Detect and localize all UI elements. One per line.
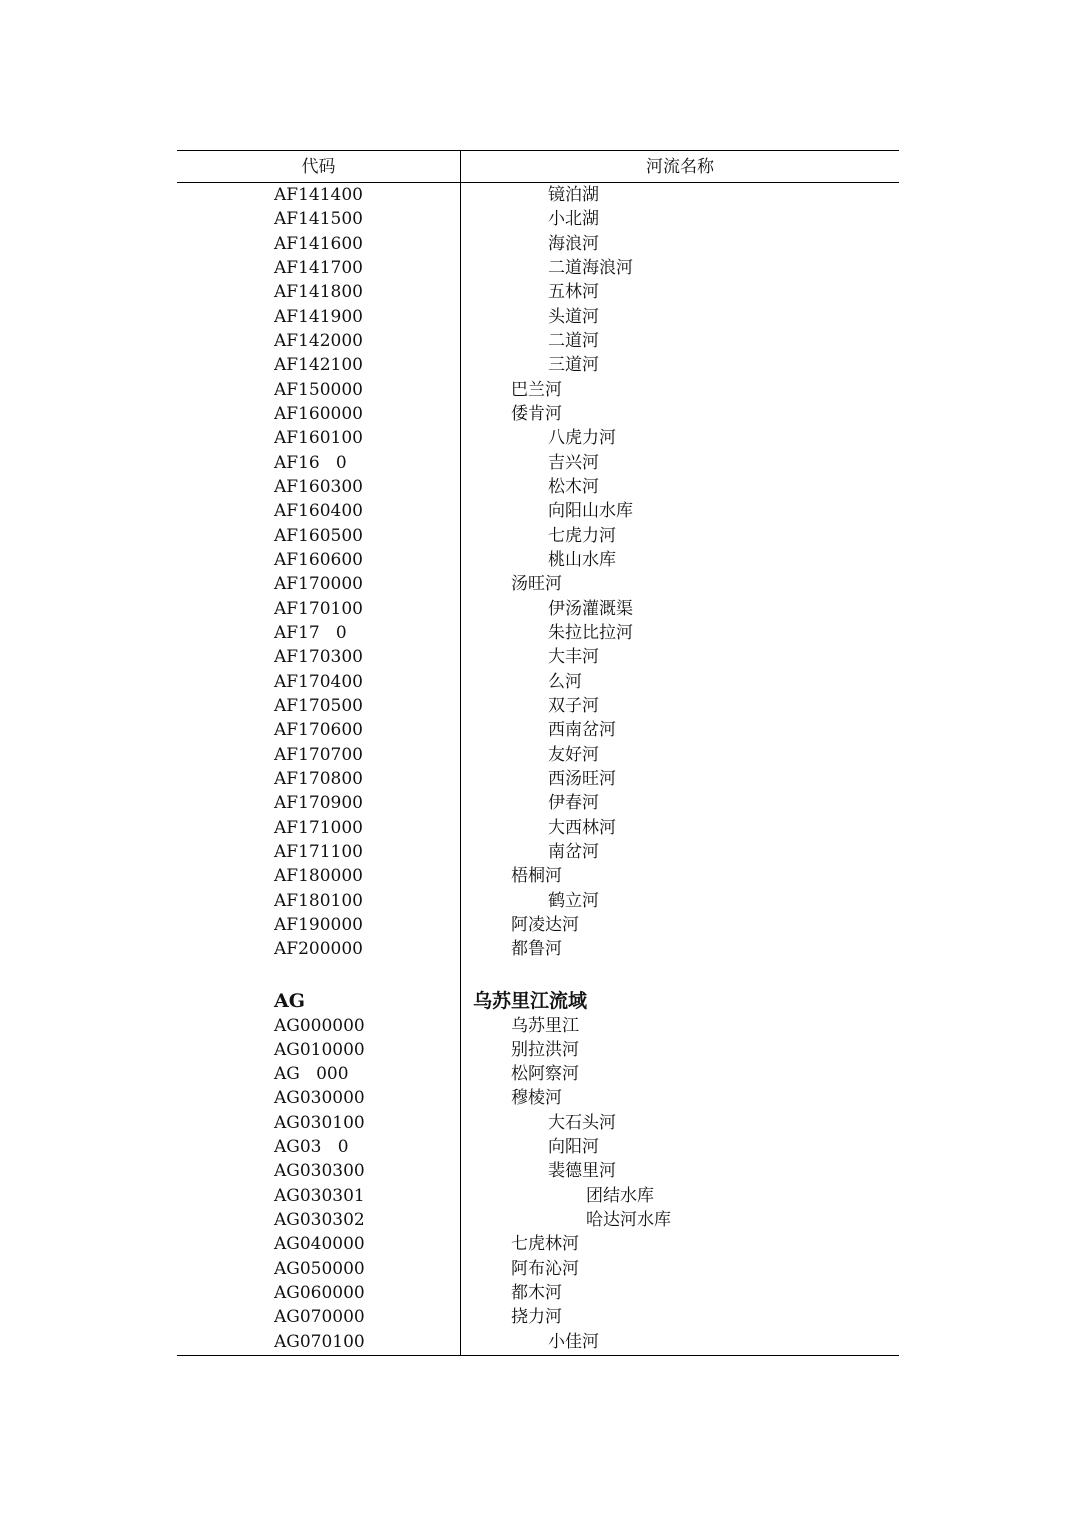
river-name: 吉兴河 — [548, 452, 599, 473]
river-name: 挠力河 — [511, 1307, 562, 1328]
river-code: AF160100 — [274, 428, 363, 449]
river-code: AG070000 — [274, 1307, 365, 1328]
table-row — [177, 767, 899, 791]
table-row — [177, 1305, 899, 1329]
river-code: AF141700 — [274, 257, 363, 278]
river-code: AF170500 — [274, 695, 363, 716]
river-name: 桃山水库 — [548, 549, 616, 570]
river-code: AF190000 — [274, 914, 363, 935]
table-row — [177, 937, 899, 961]
river-name: 小佳河 — [548, 1331, 599, 1352]
river-code: AF17 0 — [274, 622, 347, 643]
river-code: AG — [274, 989, 305, 1012]
river-code: AG030300 — [274, 1161, 365, 1182]
river-code: AF170400 — [274, 671, 363, 692]
river-code: AG050000 — [274, 1258, 365, 1279]
table-row — [177, 1330, 899, 1354]
table-row — [177, 305, 899, 329]
river-code: AF141400 — [274, 185, 363, 205]
table-bottom-rule — [177, 1355, 899, 1356]
table-row — [177, 670, 899, 694]
river-name: 汤旺河 — [511, 574, 562, 595]
table-row — [177, 329, 899, 353]
river-code: AG030100 — [274, 1112, 365, 1133]
table-row — [177, 840, 899, 864]
table-row — [177, 1038, 899, 1062]
river-code: AF170700 — [274, 744, 363, 765]
section-row — [177, 988, 899, 1014]
river-name: 穆棱河 — [511, 1088, 562, 1109]
river-code: AF141600 — [274, 233, 363, 254]
table-row — [177, 451, 899, 475]
river-code: AF171100 — [274, 841, 363, 862]
river-name: 松木河 — [548, 476, 599, 497]
river-name: 七虎林河 — [511, 1234, 579, 1255]
river-name: 伊汤灌溉渠 — [548, 598, 633, 619]
table-row — [177, 183, 899, 207]
river-name: 大丰河 — [548, 647, 599, 668]
table-row — [177, 1062, 899, 1086]
river-name: 大石头河 — [548, 1112, 616, 1133]
river-code: AF170900 — [274, 793, 363, 814]
river-name: 头道河 — [548, 306, 599, 327]
river-name: 双子河 — [548, 695, 599, 716]
table-row — [177, 743, 899, 767]
table-row — [177, 426, 899, 450]
river-code: AF180100 — [274, 890, 363, 911]
river-name: 大西林河 — [548, 817, 616, 838]
river-name: 七虎力河 — [548, 525, 616, 546]
river-name: 倭肯河 — [511, 403, 562, 424]
river-code: AF160600 — [274, 549, 363, 570]
river-name: 松阿察河 — [511, 1064, 579, 1085]
header-river-name: 河流名称 — [646, 157, 714, 177]
table-row — [177, 548, 899, 572]
river-code: AG030302 — [274, 1210, 365, 1231]
river-code: AF171000 — [274, 817, 363, 838]
river-code: AF150000 — [274, 379, 363, 400]
table-row — [177, 1014, 899, 1038]
river-name: 友好河 — [548, 744, 599, 765]
table-row — [177, 1184, 899, 1208]
river-code: AF170000 — [274, 574, 363, 595]
river-name: 都木河 — [511, 1283, 562, 1304]
river-name: 西南岔河 — [548, 720, 616, 741]
table-row — [177, 353, 899, 377]
river-name: 小北湖 — [548, 209, 599, 230]
table-row — [177, 499, 899, 523]
river-name: 乌苏里江 — [511, 1015, 579, 1036]
river-name: 么河 — [548, 671, 582, 692]
river-name: 团结水库 — [586, 1185, 654, 1206]
river-code: AG030000 — [274, 1088, 365, 1109]
river-name: 向阳山水库 — [548, 501, 633, 522]
river-name: 八虎力河 — [548, 428, 616, 449]
table-row — [177, 402, 899, 426]
river-code: AG 000 — [274, 1064, 349, 1085]
river-name: 都鲁河 — [511, 939, 562, 960]
river-name: 镜泊湖 — [548, 185, 599, 205]
table-row — [177, 256, 899, 280]
river-name: 哈达河水库 — [586, 1210, 671, 1231]
table-row — [177, 621, 899, 645]
table-row — [177, 1232, 899, 1256]
table-row — [177, 1208, 899, 1232]
river-code: AG030301 — [274, 1185, 365, 1206]
river-name: 裴德里河 — [548, 1161, 616, 1182]
river-name: 西汤旺河 — [548, 768, 616, 789]
table-row — [177, 694, 899, 718]
river-name: 巴兰河 — [511, 379, 562, 400]
table-row — [177, 475, 899, 499]
table-body — [177, 183, 899, 1354]
table-row — [177, 1135, 899, 1159]
river-code: AG010000 — [274, 1039, 365, 1060]
river-code: AF16 0 — [274, 452, 347, 473]
table-row — [177, 572, 899, 596]
river-name: 向阳河 — [548, 1137, 599, 1158]
river-name: 鹤立河 — [548, 890, 599, 911]
river-code: AG060000 — [274, 1283, 365, 1304]
table-row — [177, 864, 899, 888]
river-code: AF180000 — [274, 866, 363, 887]
river-name: 海浪河 — [548, 233, 599, 254]
river-code: AF160500 — [274, 525, 363, 546]
river-code: AF142000 — [274, 330, 363, 351]
table-row — [177, 645, 899, 669]
table-row — [177, 1111, 899, 1135]
river-code: AF141900 — [274, 306, 363, 327]
river-name: 南岔河 — [548, 841, 599, 862]
table-row — [177, 1086, 899, 1110]
river-code: AG070100 — [274, 1331, 365, 1352]
river-name: 朱拉比拉河 — [548, 622, 633, 643]
river-code: AF200000 — [274, 939, 363, 960]
river-name: 阿布沁河 — [511, 1258, 579, 1279]
river-code: AF170600 — [274, 720, 363, 741]
river-code: AG03 0 — [274, 1137, 349, 1158]
river-name: 乌苏里江流域 — [473, 989, 588, 1012]
river-name: 三道河 — [548, 355, 599, 376]
header-code: 代码 — [301, 157, 336, 177]
river-name: 二道河 — [548, 330, 599, 351]
table-row — [177, 280, 899, 304]
table-row — [177, 524, 899, 548]
table-row — [177, 378, 899, 402]
table-row — [177, 232, 899, 256]
table-row — [177, 1159, 899, 1183]
river-code: AF170800 — [274, 768, 363, 789]
river-name: 二道海浪河 — [548, 257, 633, 278]
river-code: AF160400 — [274, 501, 363, 522]
river-code: AF142100 — [274, 355, 363, 376]
river-code: AF170300 — [274, 647, 363, 668]
river-code: AF141500 — [274, 209, 363, 230]
river-code: AF170100 — [274, 598, 363, 619]
table-row — [177, 816, 899, 840]
table-row — [177, 1281, 899, 1305]
river-name: 五林河 — [548, 282, 599, 303]
river-code: AF160300 — [274, 476, 363, 497]
table-row — [177, 718, 899, 742]
table-top-rule — [177, 150, 899, 151]
river-name: 伊春河 — [548, 793, 599, 814]
table-row — [177, 1257, 899, 1281]
river-code: AG000000 — [274, 1015, 365, 1036]
table-row — [177, 207, 899, 231]
table-row — [177, 913, 899, 937]
river-name: 阿凌达河 — [511, 914, 579, 935]
river-code: AF160000 — [274, 403, 363, 424]
table-row — [177, 889, 899, 913]
river-code: AG040000 — [274, 1234, 365, 1255]
table-row — [177, 597, 899, 621]
river-name: 梧桐河 — [511, 866, 562, 887]
river-code: AF141800 — [274, 282, 363, 303]
river-name: 别拉洪河 — [511, 1039, 579, 1060]
table-row — [177, 791, 899, 815]
